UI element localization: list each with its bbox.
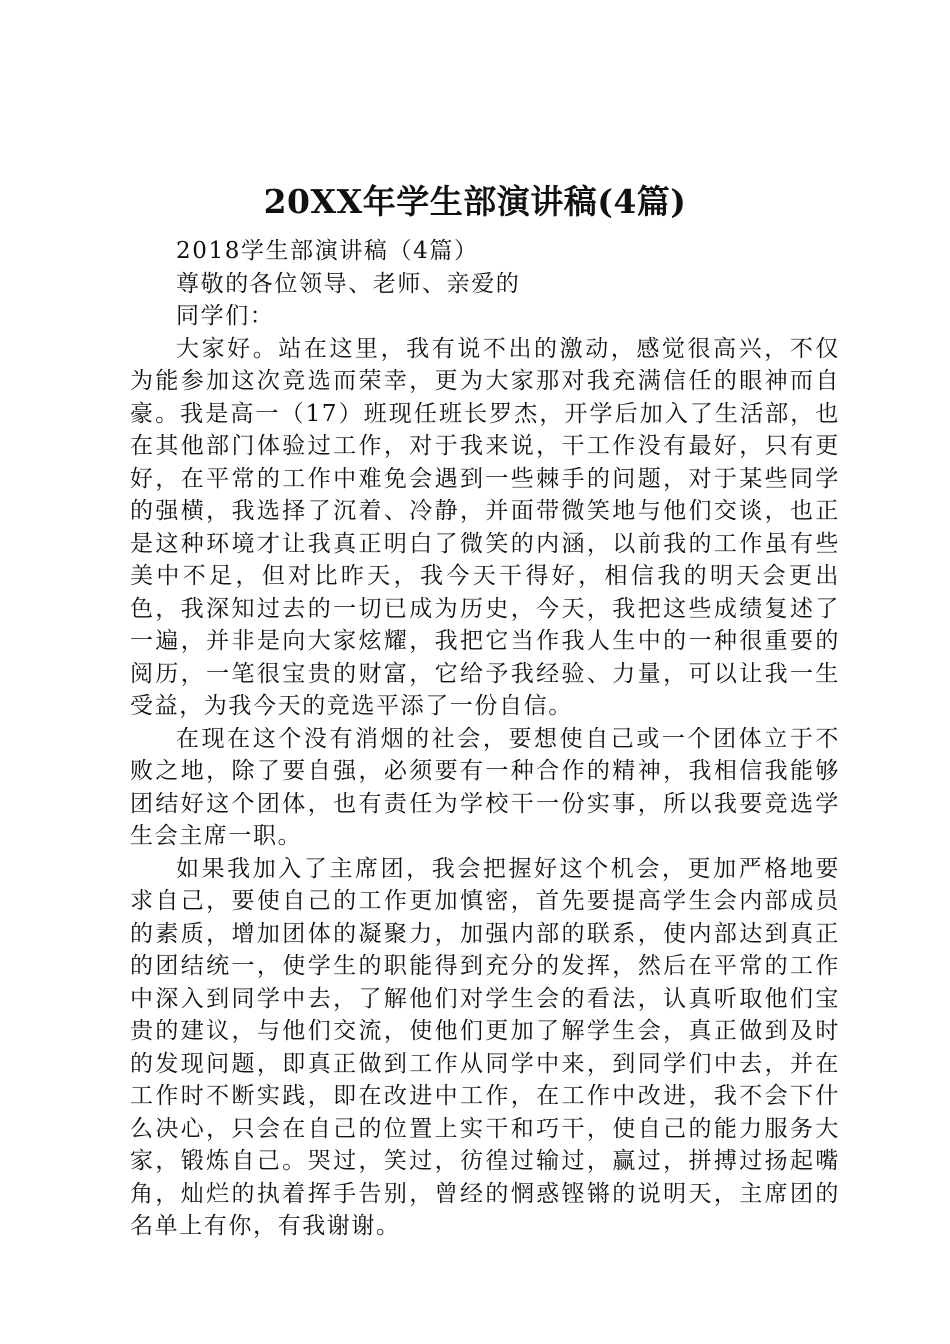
subtitle-paragraph: 2018学生部演讲稿（4篇） [176, 238, 479, 264]
body-paragraph: 在现在这个没有消烟的社会，要想使自己或一个团体立于不败之地，除了要自强，必须要有一种合作的精神，我相信我能够团结好这个团体，也有责任为学校干一份实事，所以我要竞选学生会主席一职。 [130, 725, 840, 849]
salutation-line: 同学们： [176, 303, 275, 329]
salutation-line: 尊敬的各位领导、老师、亲爱的 [176, 270, 521, 297]
document-body [130, 235, 840, 1243]
document-title: 20XX年学生部演讲稿(4篇) [263, 182, 687, 221]
body-paragraph: 如果我加入了主席团，我会把握好这个机会，更加严格地要求自己，要使自己的工作更加慎密，首先要提高学生会内部成员的素质，增加团体的凝聚力，加强内部的联系，使内部达到真正的团结统一，使学生的职能得到充分的发挥，然后在平常的工作中深入到同学中去，了解他们对学生会的看法，认真听取他们宝贵的建议，与他们交流，使他们更加了解学生会，真正做到及时的发现问题，即真正做到工作从同学中来，到同学们中去，并在工作时不断实践，即在改进中工作，在工作中改进，我不会下什么决心，只会在自己的位置上实干和巧干，使自己的能力服务大家，锻炼自己。哭过，笑过，彷徨过输过，赢过，拼搏过扬起嘴角，灿烂的执着挥手告别，曾经的惘惑铿锵的说明天，主席团的名单上有你，有我谢谢。 [130, 855, 840, 1239]
body-paragraph: 大家好。站在这里，我有说不出的激动，感觉很高兴，不仅为能参加这次竞选而荣幸，更为大家那对我充满信任的眼神而自豪。我是高一（17）班现任班长罗杰，开学后加入了生活部，也在其他部门体验过工作，对于我来说，干工作没有最好，只有更好，在平常的工作中难免会遇到一些棘手的问题，对于某些同学的强横，我选择了沉着、冷静，并面带微笑地与他们交谈，也正是这种环境才让我真正明白了微笑的内涵，以前我的工作虽有些美中不足，但对比昨天，我今天干得好，相信我的明天会更出色，我深知过去的一切已成为历史，今天，我把这些成绩复述了一遍，并非是向大家炫耀，我把它当作我人生中的一种很重要的阅历，一笔很宝贵的财富，它给予我经验、力量，可以让我一生受益，为我今天的竞选平添了一份自信。 [130, 335, 840, 719]
